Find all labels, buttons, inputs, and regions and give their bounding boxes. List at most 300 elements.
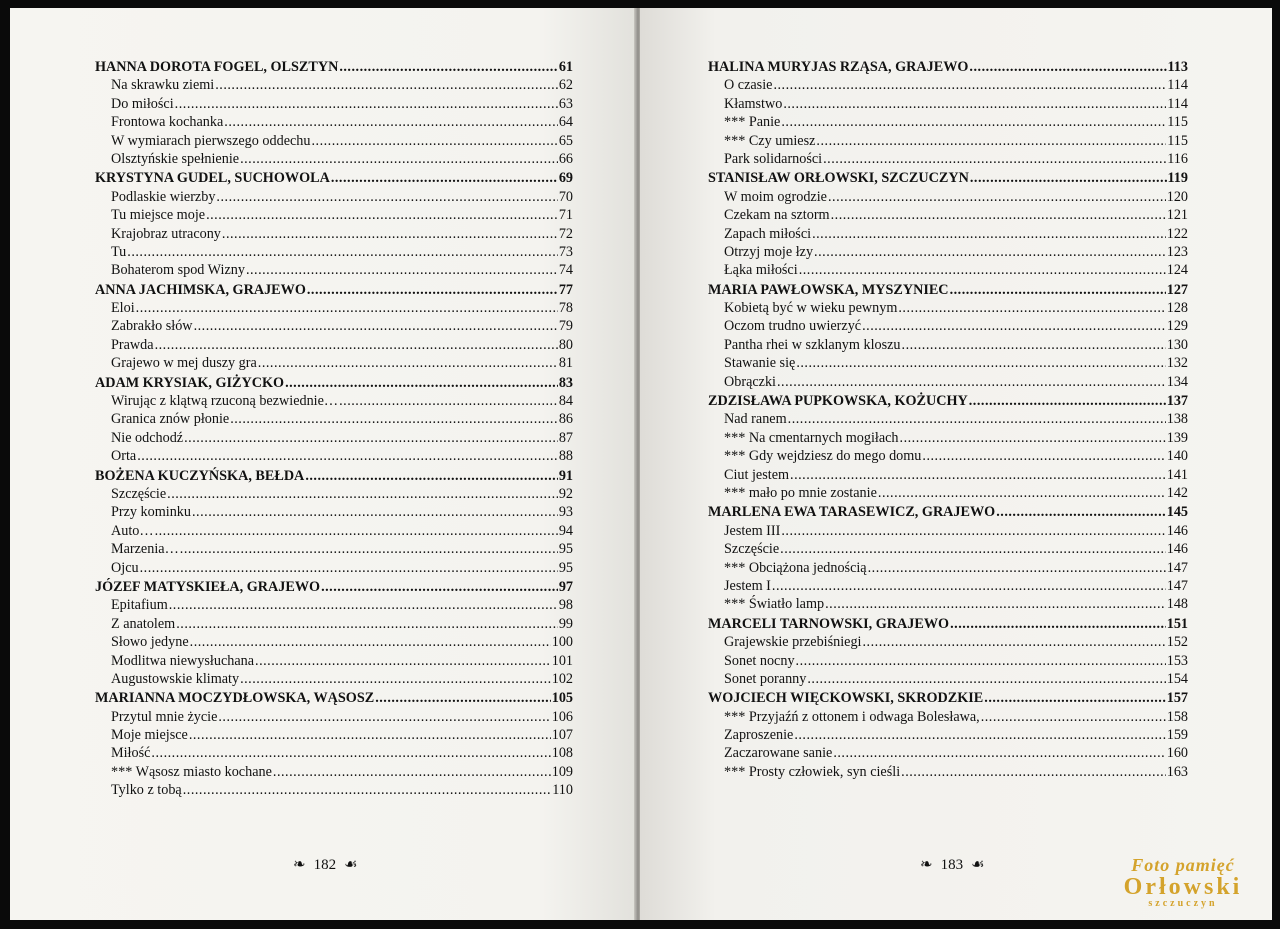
entry-title: *** Wąsosz miasto kochane <box>111 763 272 780</box>
toc-poem-entry <box>95 244 573 262</box>
entry-page-number: 134 <box>1166 373 1188 390</box>
entry-title: Eloi <box>111 300 135 317</box>
entry-title: ANNA JACHIMSKA, GRAJEWO <box>95 281 306 298</box>
entry-page-number: 132 <box>1166 355 1188 372</box>
dot-leader <box>311 133 557 150</box>
dot-leader <box>339 393 558 410</box>
dot-leader <box>878 485 1166 502</box>
entry-title: Ojcu <box>111 559 139 576</box>
dot-leader <box>246 262 558 279</box>
entry-page-number: 158 <box>1166 708 1188 725</box>
toc-poem-entry <box>708 411 1188 429</box>
dot-leader <box>218 709 550 726</box>
entry-page-number: 142 <box>1166 484 1188 501</box>
toc-poem-entry <box>708 671 1188 689</box>
entry-page-number: 121 <box>1166 207 1188 224</box>
entry-page-number: 107 <box>551 727 573 744</box>
entry-page-number: 79 <box>558 318 573 335</box>
entry-page-number: 151 <box>1166 615 1188 632</box>
entry-page-number: 106 <box>551 708 573 725</box>
entry-page-number: 141 <box>1166 466 1188 483</box>
toc-poem-entry <box>708 189 1188 207</box>
entry-title: Łąka miłości <box>724 262 798 279</box>
entry-title: Granica znów płonie <box>111 411 230 428</box>
toc-author-entry <box>95 170 573 188</box>
entry-title: Otrzyj moje łzy <box>724 243 814 260</box>
dot-leader <box>137 448 558 465</box>
entry-page-number: 65 <box>558 132 573 149</box>
entry-title: Na skrawku ziemi <box>111 77 215 94</box>
dot-leader <box>339 59 557 76</box>
toc-author-entry <box>95 579 573 597</box>
dot-leader <box>780 541 1166 558</box>
entry-page-number: 70 <box>558 188 573 205</box>
toc-author-entry <box>708 170 1188 188</box>
dot-leader <box>175 96 558 113</box>
dot-leader <box>807 671 1165 688</box>
dot-leader <box>781 523 1165 540</box>
entry-title: HANNA DOROTA FOGEL, OLSZTYN <box>95 59 339 75</box>
dot-leader <box>863 634 1166 651</box>
entry-page-number: 102 <box>551 670 573 687</box>
entry-title: Podlaskie wierzby <box>111 188 216 205</box>
toc-poem-entry <box>95 151 573 169</box>
entry-title: Moje miejsce <box>111 727 188 744</box>
entry-page-number: 115 <box>1167 114 1188 131</box>
entry-title: Przy kominku <box>111 504 191 521</box>
entry-title: Frontowa kochanka <box>111 114 224 131</box>
entry-title: Zabrakło słów <box>111 318 193 335</box>
toc-poem-entry <box>708 374 1188 392</box>
dot-leader <box>140 560 558 577</box>
entry-title: *** Prosty człowiek, syn cieśli <box>724 763 901 780</box>
toc-poem-entry <box>95 207 573 225</box>
toc-poem-entry <box>708 596 1188 614</box>
toc-left <box>95 58 573 801</box>
toc-poem-entry <box>708 300 1188 318</box>
dot-leader <box>901 764 1166 781</box>
entry-title: Orta <box>111 448 137 465</box>
dot-leader <box>900 430 1166 447</box>
entry-title: Tylko z tobą <box>111 782 182 799</box>
dot-leader <box>773 77 1166 94</box>
entry-page-number: 88 <box>558 448 573 465</box>
open-book <box>10 8 1272 920</box>
entry-page-number: 74 <box>558 262 573 279</box>
toc-poem-entry <box>95 782 573 800</box>
entry-title: Ciut jestem <box>724 466 790 483</box>
entry-page-number: 86 <box>558 411 573 428</box>
entry-page-number: 128 <box>1166 300 1188 317</box>
entry-title: Nad ranem <box>724 411 787 428</box>
entry-title: Kłamstwo <box>724 95 783 112</box>
toc-author-entry <box>708 690 1188 708</box>
entry-page-number: 145 <box>1166 504 1188 521</box>
toc-poem-entry <box>708 262 1188 280</box>
entry-page-number: 140 <box>1166 448 1188 465</box>
entry-page-number: 95 <box>558 541 573 558</box>
entry-page-number: 97 <box>558 578 573 595</box>
entry-title: Wirując z klątwą rzuconą bezwiednie… <box>111 393 339 410</box>
dot-leader <box>258 355 558 372</box>
entry-title: MARLENA EWA TARASEWICZ, GRAJEWO <box>708 504 996 521</box>
dot-leader <box>167 486 558 503</box>
dot-leader <box>828 189 1166 206</box>
entry-page-number: 108 <box>551 745 573 762</box>
entry-title: *** Gdy wejdziesz do mego domu <box>724 448 922 465</box>
dot-leader <box>151 745 550 762</box>
entry-title: O czasie <box>724 77 773 94</box>
toc-poem-entry <box>708 745 1188 763</box>
entry-page-number: 152 <box>1166 634 1188 651</box>
toc-author-entry <box>95 468 573 486</box>
entry-page-number: 94 <box>558 522 573 539</box>
toc-author-entry <box>95 690 573 708</box>
entry-page-number: 64 <box>558 114 573 131</box>
dot-leader <box>796 355 1165 372</box>
entry-title: Jestem III <box>724 522 781 539</box>
entry-page-number: 154 <box>1166 670 1188 687</box>
entry-title: ZDZISŁAWA PUPKOWSKA, KOŻUCHY <box>708 393 968 410</box>
entry-page-number: 123 <box>1166 243 1188 260</box>
toc-poem-entry <box>708 578 1188 596</box>
toc-author-entry <box>95 59 573 77</box>
toc-poem-entry <box>95 745 573 763</box>
entry-title: Auto… <box>111 522 154 539</box>
toc-poem-entry <box>95 597 573 615</box>
entry-title: Z anatolem <box>111 615 176 632</box>
entry-title: *** Przyjaźń z ottonem i odwaga Bolesława, <box>724 708 980 725</box>
toc-poem-entry <box>95 133 573 151</box>
dot-leader <box>898 300 1165 317</box>
toc-poem-entry <box>95 653 573 671</box>
dot-leader <box>127 244 558 261</box>
entry-page-number: 81 <box>558 355 573 372</box>
entry-title: W moim ogrodzie <box>724 188 827 205</box>
dot-leader <box>794 727 1165 744</box>
left-page <box>10 8 636 920</box>
dot-leader <box>902 337 1166 354</box>
dot-leader <box>825 596 1166 613</box>
entry-page-number: 114 <box>1167 77 1188 94</box>
toc-poem-entry <box>95 448 573 466</box>
toc-poem-entry <box>708 226 1188 244</box>
dot-leader <box>833 745 1165 762</box>
toc-poem-entry <box>95 523 573 541</box>
entry-page-number: 78 <box>558 300 573 317</box>
toc-poem-entry <box>708 764 1188 782</box>
toc-poem-entry <box>708 727 1188 745</box>
dot-leader <box>155 337 558 354</box>
entry-title: JÓZEF MATYSKIEŁA, GRAJEWO <box>95 578 321 595</box>
entry-title: STANISŁAW ORŁOWSKI, SZCZUCZYN <box>708 170 969 187</box>
entry-page-number: 95 <box>558 559 573 576</box>
toc-poem-entry <box>708 151 1188 169</box>
entry-page-number: 115 <box>1167 132 1188 149</box>
dot-leader <box>169 597 558 614</box>
entry-title: MARIANNA MOCZYDŁOWSKA, WĄSOSZ <box>95 690 375 707</box>
toc-poem-entry <box>708 709 1188 727</box>
dot-leader <box>375 690 551 707</box>
dot-leader <box>823 151 1166 168</box>
toc-poem-entry <box>95 560 573 578</box>
toc-poem-entry <box>708 448 1188 466</box>
entry-title: Szczęście <box>111 485 167 502</box>
entry-page-number: 105 <box>551 690 573 707</box>
dot-leader <box>180 541 558 558</box>
entry-page-number: 130 <box>1166 336 1188 353</box>
entry-page-number: 114 <box>1167 95 1188 112</box>
toc-author-entry <box>708 393 1188 411</box>
entry-title: Do miłości <box>111 95 174 112</box>
dot-leader <box>192 504 558 521</box>
toc-poem-entry <box>708 430 1188 448</box>
dot-leader <box>206 207 558 224</box>
toc-poem-entry <box>95 96 573 114</box>
toc-poem-entry <box>95 393 573 411</box>
entry-title: Jestem I <box>724 577 771 594</box>
dot-leader <box>868 560 1166 577</box>
entry-page-number: 157 <box>1166 690 1188 707</box>
entry-title: Szczęście <box>724 541 780 558</box>
entry-title: WOJCIECH WIĘCKOWSKI, SKRODZKIE <box>708 690 984 707</box>
entry-page-number: 146 <box>1166 541 1188 558</box>
toc-poem-entry <box>95 318 573 336</box>
entry-page-number: 109 <box>551 763 573 780</box>
dot-leader <box>862 318 1166 335</box>
entry-page-number: 124 <box>1166 262 1188 279</box>
toc-poem-entry <box>708 634 1188 652</box>
entry-title: W wymiarach pierwszego oddechu <box>111 132 311 149</box>
entry-page-number: 139 <box>1166 429 1188 446</box>
toc-poem-entry <box>708 77 1188 95</box>
toc-poem-entry <box>95 541 573 559</box>
entry-page-number: 129 <box>1166 318 1188 335</box>
entry-title: Modlitwa niewysłuchana <box>111 652 255 669</box>
dot-leader <box>816 133 1166 150</box>
toc-poem-entry <box>95 337 573 355</box>
dot-leader <box>184 430 558 447</box>
toc-poem-entry <box>95 616 573 634</box>
dot-leader <box>922 448 1165 465</box>
dot-leader <box>814 244 1166 261</box>
entry-title: Nie odchodź <box>111 429 184 446</box>
toc-poem-entry <box>95 226 573 244</box>
entry-page-number: 99 <box>558 615 573 632</box>
dot-leader <box>996 504 1166 521</box>
dot-leader <box>812 226 1166 243</box>
ornament-left-icon: ❧ <box>293 857 306 873</box>
dot-leader <box>331 170 558 187</box>
toc-poem-entry <box>95 634 573 652</box>
entry-page-number: 98 <box>558 597 573 614</box>
entry-page-number: 122 <box>1166 225 1188 242</box>
entry-title: Obrączki <box>724 373 776 390</box>
dot-leader <box>950 616 1166 633</box>
page-number-right: ❧ 183 ☙ <box>920 857 985 873</box>
dot-leader <box>190 634 551 651</box>
dot-leader <box>194 318 558 335</box>
dot-leader <box>981 709 1166 726</box>
entry-page-number: 63 <box>558 95 573 112</box>
dot-leader <box>189 727 551 744</box>
entry-page-number: 87 <box>558 429 573 446</box>
entry-title: Czekam na sztorm <box>724 207 830 224</box>
entry-title: *** mało po mnie zostanie <box>724 484 877 501</box>
toc-author-entry <box>708 282 1188 300</box>
entry-page-number: 61 <box>558 59 573 75</box>
toc-poem-entry <box>95 189 573 207</box>
dot-leader <box>307 282 558 299</box>
entry-page-number: 147 <box>1166 577 1188 594</box>
toc-poem-entry <box>95 114 573 132</box>
toc-poem-entry <box>708 318 1188 336</box>
entry-page-number: 83 <box>558 374 573 391</box>
toc-poem-entry <box>708 207 1188 225</box>
dot-leader <box>183 782 552 799</box>
ornament-right-icon: ☙ <box>971 857 985 873</box>
entry-page-number: 73 <box>558 243 573 260</box>
entry-title: MARIA PAWŁOWSKA, MYSZYNIEC <box>708 281 949 298</box>
right-page <box>640 8 1272 920</box>
entry-title: KRYSTYNA GUDEL, SUCHOWOLA <box>95 170 330 187</box>
toc-poem-entry <box>95 430 573 448</box>
entry-title: Epitafium <box>111 597 168 614</box>
toc-poem-entry <box>95 671 573 689</box>
entry-title: Tu miejsce moje <box>111 207 206 224</box>
toc-poem-entry <box>708 114 1188 132</box>
entry-page-number: 66 <box>558 150 573 167</box>
watermark-logo: Foto pamięć Orłowski szczuczyn <box>1123 855 1243 909</box>
dot-leader <box>136 300 558 317</box>
entry-title: *** Panie <box>724 114 781 131</box>
entry-title: Augustowskie klimaty <box>111 670 240 687</box>
entry-title: Zaczarowane sanie <box>724 745 833 762</box>
entry-page-number: 77 <box>558 281 573 298</box>
entry-page-number: 163 <box>1166 763 1188 780</box>
entry-page-number: 113 <box>1167 59 1188 75</box>
dot-leader <box>969 393 1166 410</box>
entry-title: ADAM KRYSIAK, GIŻYCKO <box>95 374 285 391</box>
toc-poem-entry <box>95 77 573 95</box>
toc-poem-entry <box>708 244 1188 262</box>
entry-title: Park solidarności <box>724 150 823 167</box>
dot-leader <box>224 114 558 131</box>
entry-page-number: 93 <box>558 504 573 521</box>
entry-page-number: 92 <box>558 485 573 502</box>
dot-leader <box>230 411 558 428</box>
entry-page-number: 159 <box>1166 727 1188 744</box>
entry-title: Pantha rhei w szklanym kloszu <box>724 336 901 353</box>
dot-leader <box>799 262 1166 279</box>
ornament-right-icon: ☙ <box>344 857 358 873</box>
entry-title: Sonet nocny <box>724 652 795 669</box>
dot-leader <box>240 151 558 168</box>
dot-leader <box>255 653 551 670</box>
dot-leader <box>783 96 1166 113</box>
entry-page-number: 147 <box>1166 559 1188 576</box>
toc-poem-entry <box>95 486 573 504</box>
dot-leader <box>273 764 551 781</box>
entry-page-number: 148 <box>1166 596 1188 613</box>
entry-title: Bohaterom spod Wizny <box>111 262 245 279</box>
entry-title: Prawda <box>111 336 154 353</box>
toc-poem-entry <box>708 96 1188 114</box>
entry-page-number: 119 <box>1167 170 1188 187</box>
dot-leader <box>984 690 1165 707</box>
toc-author-entry <box>708 616 1188 634</box>
toc-poem-entry <box>95 727 573 745</box>
entry-page-number: 80 <box>558 336 573 353</box>
entry-page-number: 100 <box>551 634 573 651</box>
toc-poem-entry <box>95 300 573 318</box>
dot-leader <box>950 282 1166 299</box>
dot-leader <box>796 653 1166 670</box>
entry-page-number: 72 <box>558 225 573 242</box>
entry-page-number: 146 <box>1166 522 1188 539</box>
entry-title: Przytul mnie życie <box>111 708 218 725</box>
toc-poem-entry <box>708 467 1188 485</box>
entry-title: Grajewskie przebiśniegi <box>724 634 862 651</box>
dot-leader <box>240 671 551 688</box>
dot-leader <box>970 170 1167 187</box>
toc-poem-entry <box>708 541 1188 559</box>
dot-leader <box>215 77 558 94</box>
dot-leader <box>285 375 558 392</box>
toc-poem-entry <box>708 523 1188 541</box>
toc-poem-entry <box>708 653 1188 671</box>
toc-poem-entry <box>95 355 573 373</box>
dot-leader <box>155 523 558 540</box>
entry-title: Krajobraz utracony <box>111 225 221 242</box>
entry-title: *** Światło lamp <box>724 596 825 613</box>
page-number-left: ❧ 182 ☙ <box>293 857 358 873</box>
toc-author-entry <box>95 282 573 300</box>
toc-poem-entry <box>95 504 573 522</box>
dot-leader <box>831 207 1166 224</box>
toc-poem-entry <box>708 485 1188 503</box>
toc-poem-entry <box>95 764 573 782</box>
entry-title: BOŻENA KUCZYŃSKA, BEŁDA <box>95 467 305 484</box>
toc-poem-entry <box>708 337 1188 355</box>
entry-title: Olsztyńskie spełnienie <box>111 150 240 167</box>
dot-leader <box>305 468 558 485</box>
entry-page-number: 127 <box>1166 281 1188 298</box>
dot-leader <box>222 226 558 243</box>
toc-poem-entry <box>708 133 1188 151</box>
dot-leader <box>321 579 558 596</box>
entry-page-number: 84 <box>558 393 573 410</box>
entry-title: *** Na cmentarnych mogiłach <box>724 429 899 446</box>
entry-page-number: 110 <box>552 782 573 799</box>
entry-page-number: 153 <box>1166 652 1188 669</box>
dot-leader <box>969 59 1166 76</box>
entry-page-number: 120 <box>1166 188 1188 205</box>
entry-title: Marzenia… <box>111 541 179 558</box>
dot-leader <box>781 114 1166 131</box>
entry-title: *** Czy umiesz <box>724 132 816 149</box>
entry-page-number: 137 <box>1166 393 1188 410</box>
entry-page-number: 69 <box>558 170 573 187</box>
entry-page-number: 101 <box>551 652 573 669</box>
entry-title: *** Obciążona jednością <box>724 559 867 576</box>
entry-title: Stawanie się <box>724 355 796 372</box>
toc-author-entry <box>708 59 1188 77</box>
entry-title: Zapach miłości <box>724 225 812 242</box>
toc-poem-entry <box>95 411 573 429</box>
dot-leader <box>788 411 1166 428</box>
dot-leader <box>790 467 1166 484</box>
